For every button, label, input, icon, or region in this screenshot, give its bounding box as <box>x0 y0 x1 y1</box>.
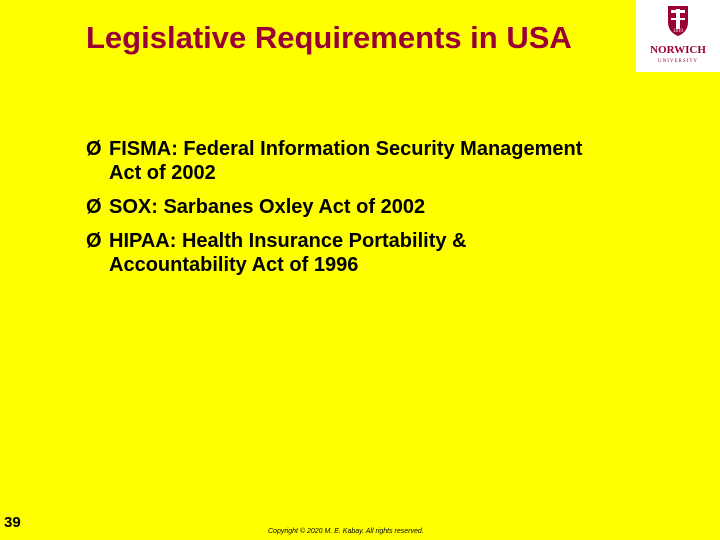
bullet-item: Ø FISMA: Federal Information Security Management Act of 2002 <box>86 138 583 184</box>
logo-sub: UNIVERSITY <box>658 59 698 64</box>
slide-title: Legislative Requirements in USA <box>86 20 572 55</box>
copyright-footer: Copyright © 2020 M. E. Kabay. All rights reserved. <box>268 528 424 535</box>
arrow-bullet-icon: Ø <box>86 196 102 218</box>
norwich-seal-icon <box>636 0 720 72</box>
bullet-item: Ø SOX: Sarbanes Oxley Act of 2002 <box>86 196 426 218</box>
logo-name: NORWICH <box>650 44 706 56</box>
bullet-item: Ø HIPAA: Health Insurance Portability & Accountability Act of 1996 <box>86 230 467 276</box>
norwich-logo <box>636 0 720 72</box>
svg-text:1819: 1819 <box>673 29 683 34</box>
arrow-bullet-icon: Ø <box>86 230 102 252</box>
bullet-list <box>86 137 606 287</box>
arrow-bullet-icon: Ø <box>86 138 102 160</box>
slide-number: 39 <box>4 514 21 531</box>
